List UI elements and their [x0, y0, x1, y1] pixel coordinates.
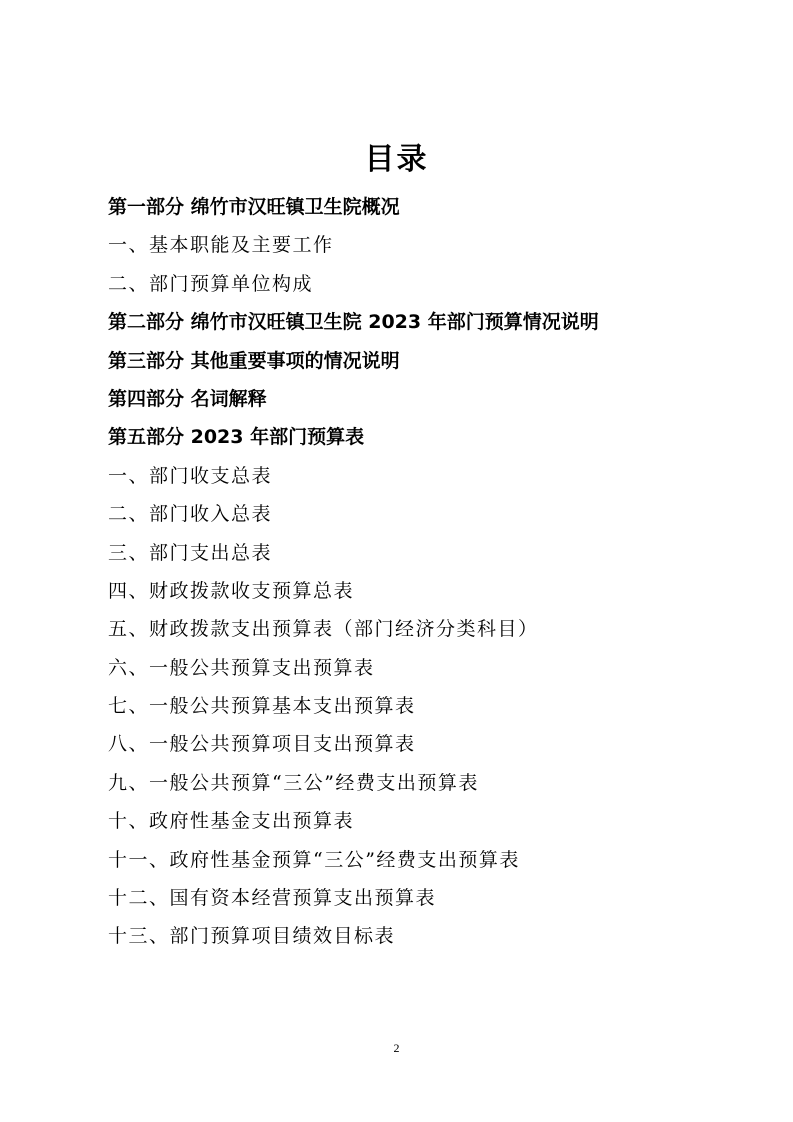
page-number: 2 [393, 1041, 400, 1055]
toc-list [108, 188, 748, 956]
toc-item-basic-functions: 一、基本职能及主要工作 [108, 234, 334, 257]
toc-item-table-7: 七、一般公共预算基本支出预算表 [108, 695, 416, 718]
toc-item-table-3: 三、部门支出总表 [108, 541, 273, 564]
toc-item-part-2: 第二部分 绵竹市汉旺镇卫生院 2023 年部门预算情况说明 [108, 311, 599, 334]
toc-item-part-3: 第三部分 其他重要事项的情况说明 [108, 349, 400, 372]
toc-item-table-11: 十一、政府性基金预算“三公”经费支出预算表 [108, 848, 520, 871]
toc-item-table-10: 十、政府性基金支出预算表 [108, 810, 355, 833]
toc-title: 目录 [364, 142, 429, 177]
toc-item-part-4: 第四部分 名词解释 [108, 387, 267, 410]
toc-item-table-4: 四、财政拨款收支预算总表 [108, 579, 355, 602]
toc-item-table-1: 一、部门收支总表 [108, 464, 273, 487]
toc-item-table-5: 五、财政拨款支出预算表（部门经济分类科目） [108, 618, 539, 641]
toc-item-table-8: 八、一般公共预算项目支出预算表 [108, 733, 416, 756]
toc-item-unit-composition: 二、部门预算单位构成 [108, 272, 314, 295]
toc-item-part-5: 第五部分 2023 年部门预算表 [108, 426, 365, 449]
toc-item-table-9: 九、一般公共预算“三公”经费支出预算表 [108, 771, 479, 794]
toc-item-table-13: 十三、部门预算项目绩效目标表 [108, 925, 396, 948]
toc-item-table-2: 二、部门收入总表 [108, 503, 273, 526]
toc-item-table-12: 十二、国有资本经营预算支出预算表 [108, 887, 437, 910]
toc-item-part-1: 第一部分 绵竹市汉旺镇卫生院概况 [108, 196, 400, 218]
toc-item-table-6: 六、一般公共预算支出预算表 [108, 656, 375, 679]
